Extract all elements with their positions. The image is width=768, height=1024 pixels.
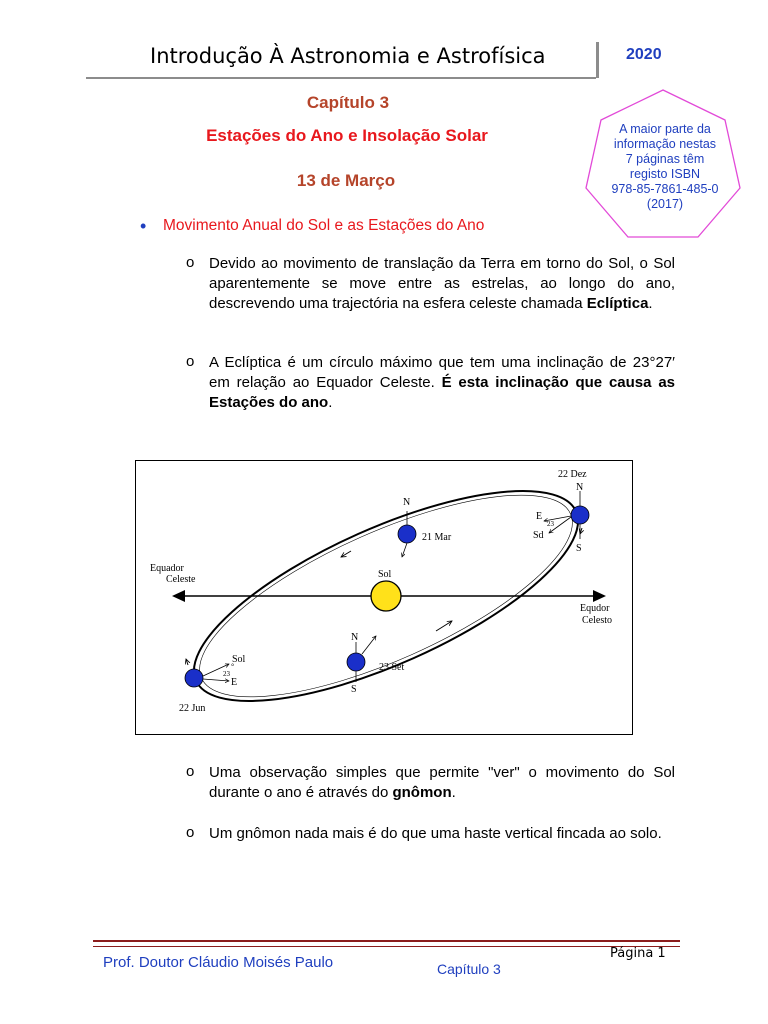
earth-june-icon (185, 669, 203, 687)
list-marker: o (186, 824, 195, 841)
list-marker: o (186, 353, 195, 370)
equator-label: Celesto (582, 615, 612, 626)
paragraph-translation (209, 254, 675, 314)
paragraph-text: Um gnômon nada mais é do que uma haste vertical fincada ao solo. (209, 825, 662, 842)
orbit-direction-arrow (186, 659, 188, 665)
paragraph-gnomon-observation (209, 763, 675, 803)
east-label: E (231, 677, 238, 688)
december-solstice-label: 22 Dez (558, 469, 587, 480)
chapter-date: 13 de Março (296, 171, 396, 190)
paragraph-ecliptic (209, 353, 675, 413)
isbn-note-line: registo ISBN (629, 167, 701, 181)
sun-label: Sol (378, 569, 392, 580)
bullet-marker: • (140, 216, 147, 236)
isbn-note (590, 122, 740, 212)
march-equinox-label: 21 Mar (422, 532, 452, 543)
ecliptic-diagram-svg (136, 461, 632, 734)
isbn-note-line: A maior parte da (619, 122, 711, 136)
inclination-angle-label: 23 (223, 670, 230, 678)
sun-direction-label: Sol (232, 654, 246, 665)
paragraph-bold: gnômon (392, 784, 452, 801)
north-label: N (403, 497, 411, 508)
section-bullet-heading: Movimento Anual do Sol e as Estações do Ano (163, 217, 485, 234)
paragraph-bold: É esta inclinação que causa as Estações do ano (209, 374, 675, 411)
header-separator (596, 42, 599, 78)
sun-icon (371, 581, 401, 611)
footer-chapter: Capítulo 3 (437, 961, 501, 977)
footer-rule (93, 940, 680, 942)
list-marker: o (186, 254, 195, 271)
sun-direction-label: Sd (533, 530, 544, 541)
isbn-note-line: informação nestas (613, 137, 717, 151)
east-label: E (536, 511, 543, 522)
chapter-title: Estações do Ano e Insolação Solar (206, 126, 488, 145)
paragraph-text: A Eclíptica é um círculo máximo que tem uma inclinação de 23°27′ em relação ao Equador Celeste. (209, 354, 675, 391)
equator-label: Celeste (166, 574, 196, 585)
isbn-note-line: 978-85-7861-485-0 (611, 182, 719, 196)
document-year: 2020 (626, 46, 662, 63)
paragraph-bold: Eclíptica (586, 295, 649, 312)
chapter-number: Capítulo 3 (306, 93, 390, 112)
equator-arrow-right (593, 590, 606, 602)
equator-arrow-left (172, 590, 185, 602)
paragraph-text: . (648, 295, 653, 312)
north-label: N (351, 632, 359, 643)
paragraph-text: Devido ao movimento de translação da Terra em torno do Sol, o Sol aparentemente se move entre as estrelas, ao longo do ano, descrevendo uma trajectória na esfera celeste chamada (209, 255, 675, 312)
list-marker: o (186, 763, 195, 780)
page-number: Página 1 (610, 946, 666, 961)
degree-sign: ° (231, 662, 235, 671)
equator-label: Equdor (580, 603, 610, 614)
ecliptic-diagram (135, 460, 633, 735)
equator-label: Equador (150, 563, 184, 574)
september-equinox-label: 23 Set (379, 662, 405, 673)
june-solstice-label: 22 Jun (179, 703, 206, 714)
earth-september-icon (347, 653, 365, 671)
south-label: S (576, 543, 582, 554)
paragraph-gnomon-definition (209, 824, 675, 844)
isbn-note-line: 7 páginas têm (625, 152, 705, 166)
document-header-title: Introdução À Astronomia e Astrofísica (150, 44, 546, 68)
earth-december-icon (571, 506, 589, 524)
paragraph-text: Uma observação simples que permite "ver" o movimento do Sol durante o ano é através do (209, 764, 675, 801)
header-rule (86, 77, 596, 79)
orbit-direction-arrow (341, 551, 351, 557)
inclination-angle-label: 23 (547, 520, 554, 528)
isbn-note-line: (2017) (646, 197, 684, 211)
earth-march-icon (398, 525, 416, 543)
footer-author: Prof. Doutor Cláudio Moisés Paulo (103, 954, 334, 971)
south-label: S (351, 684, 357, 695)
paragraph-text: . (451, 784, 456, 801)
orbit-direction-arrow (436, 621, 452, 631)
paragraph-text: . (328, 394, 333, 411)
north-label: N (576, 482, 584, 493)
footer-rule (93, 946, 680, 947)
